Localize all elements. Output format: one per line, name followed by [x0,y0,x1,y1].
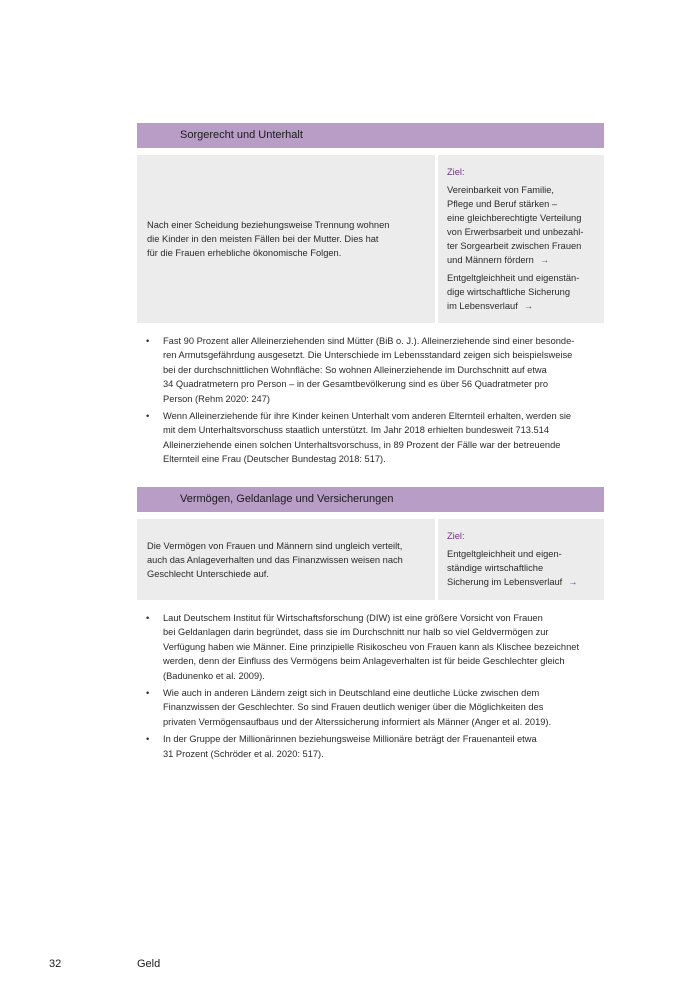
context-panel [137,519,435,600]
bullet-list [146,611,601,764]
goal-item[interactable]: Entgeltgleichheit und eigen- ständige wirtschaftliche Sicherung im Lebensverlauf → [447,549,578,587]
bullet-icon: • [146,411,150,422]
section-title: Sorgerecht und Unterhalt [180,129,303,141]
bullet-icon: • [146,613,150,623]
section-header-sorgerecht [137,123,604,148]
goal-panel [438,519,604,600]
chapter-label: Geld [137,958,161,970]
context-panel [137,155,435,323]
list-item: • Laut Deutschem Institut für Wirtschaftsforschung (DIW) ist eine größere Vorsicht von Frauen bei Geldanlagen darin begründet, dass sie im Durchschnitt nur halb so viel Geldvermögen zur Verfügung haben wie Männer. Eine prinzipielle Risikoscheu von Frauen kann als Klischee bezeichnet werden, denn der Einfluss des Vermögens beim Anlageverhalten ist für beide Geschlechter gleich (Badunenko et al. 2009). [146,613,580,681]
context-text: Die Vermögen von Frauen und Männern sind ungleich verteilt, auch das Anlageverhalten und das Finanzwissen weisen nach Geschlecht Unterschiede auf. [147,540,403,579]
section-header-vermoegen [137,487,604,512]
arrow-right-icon[interactable]: → [539,255,550,265]
page-number: 32 [49,958,62,970]
context-text: Nach einer Scheidung beziehungsweise Trennung wohnen die Kinder in den meisten Fällen bei der Mutter. Dies hat für die Frauen erhebliche ökonomische Folgen. [147,220,390,258]
bullet-icon: • [146,734,150,745]
list-item: • Wenn Alleinerziehende für ihre Kinder keinen Unterhalt vom anderen Elternteil erhalten, werden sie mit dem Unterhaltsvorschuss staatlich unterstützt. Im Jahr 2018 erhielten bundesweit 713.514 Alleinerziehende einen solchen Unterhaltsvorschuss, in 89 Prozent der Fälle war der betreuende Elternteil eine Frau (Deutscher Bundestag 2018: 517). [146,411,572,465]
bullet-icon: • [146,336,150,346]
list-item: • Wie auch in anderen Ländern zeigt sich in Deutschland eine deutliche Lücke zwischen dem Finanzwissen der Geschlechter. So sind Frauen deutlich weniger über die Möglichkeiten des privaten Vermögensaufbaus und der Alterssicherung informiert als Männer (Anger et al. 2019). [146,688,552,727]
list-item: • In der Gruppe der Millionärinnen beziehungsweise Millionäre beträgt der Frauenanteil etwa 31 Prozent (Schröder et al. 2020: 517). [146,734,537,759]
goal-item[interactable]: Vereinbarkeit von Familie, Pflege und Beruf stärken – eine gleichberechtigte Verteilung von Erwerbsarbeit und unbezahl- ter Sorgearbeit zwischen Frauen und Männern fördern → [447,185,584,265]
goal-panel [438,155,604,323]
arrow-right-icon[interactable]: → [568,577,578,587]
arrow-right-icon[interactable]: → [523,301,534,311]
list-item: • Fast 90 Prozent aller Alleinerziehenden sind Mütter (BiB o. J.). Alleinerziehende sind einer besonde- ren Armutsgefährdung ausgesetzt. Die Unterschiede im Lebensstandard zeigen sich beispielsweise bei der durchschnittlichen Wohnfläche: So wohnen Alleinerziehende im Durchschnitt auf etwa 34 Quadratmetern pro Person – in der Gesamtbevölkerung sind es über 56 Quadratmeter pro Person (Rehm 2020: 247) [146,336,575,404]
bullet-list [146,334,601,470]
goal-item[interactable]: Entgeltgleichheit und eigenstän- dige wirtschaftliche Sicherung im Lebensverlauf → [447,273,580,311]
bullet-icon: • [146,688,150,699]
goal-label: Ziel: [447,167,465,177]
goal-label: Ziel: [447,531,465,541]
section-title: Vermögen, Geldanlage und Versicherungen [180,493,394,505]
